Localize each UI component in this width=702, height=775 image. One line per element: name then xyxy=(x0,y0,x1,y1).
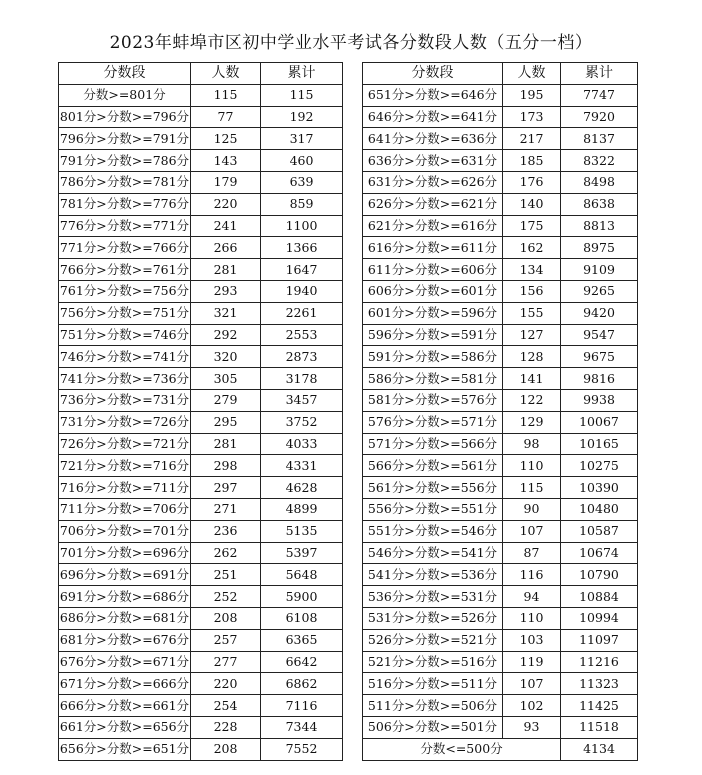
cumulative-cell: 4899 xyxy=(261,498,343,520)
count-cell: 141 xyxy=(503,368,561,390)
cumulative-cell: 8322 xyxy=(561,150,638,172)
cumulative-cell: 10067 xyxy=(561,411,638,433)
count-cell: 98 xyxy=(503,433,561,455)
cumulative-cell: 115 xyxy=(261,84,343,106)
table-row xyxy=(363,716,638,738)
table-row xyxy=(363,215,638,237)
header-score-range: 分数段 xyxy=(59,63,191,85)
cumulative-cell: 8975 xyxy=(561,237,638,259)
count-cell: 251 xyxy=(191,564,261,586)
score-range-cell: 551分>分数>=546分 xyxy=(363,520,503,542)
cumulative-cell: 2261 xyxy=(261,302,343,324)
score-range-cell: 646分>分数>=641分 xyxy=(363,106,503,128)
count-cell: 298 xyxy=(191,455,261,477)
count-cell: 321 xyxy=(191,302,261,324)
score-range-cell: 666分>分数>=661分 xyxy=(59,695,191,717)
count-cell: 220 xyxy=(191,673,261,695)
table-header-row xyxy=(59,63,343,85)
table-row xyxy=(363,171,638,193)
table-row xyxy=(59,520,343,542)
cumulative-cell: 5135 xyxy=(261,520,343,542)
cumulative-cell: 7116 xyxy=(261,695,343,717)
score-range-cell: 511分>分数>=506分 xyxy=(363,695,503,717)
table-row xyxy=(363,302,638,324)
count-cell: 271 xyxy=(191,498,261,520)
table-row xyxy=(59,607,343,629)
table-row xyxy=(363,607,638,629)
score-range-cell: 636分>分数>=631分 xyxy=(363,150,503,172)
cumulative-cell: 9675 xyxy=(561,346,638,368)
score-range-cell: 546分>分数>=541分 xyxy=(363,542,503,564)
count-cell: 115 xyxy=(503,477,561,499)
table-row xyxy=(59,302,343,324)
score-range-cell: 766分>分数>=761分 xyxy=(59,259,191,281)
count-cell: 128 xyxy=(503,346,561,368)
score-range-cell: 561分>分数>=556分 xyxy=(363,477,503,499)
cumulative-cell: 7920 xyxy=(561,106,638,128)
count-cell: 127 xyxy=(503,324,561,346)
count-cell: 257 xyxy=(191,629,261,651)
score-range-cell: 626分>分数>=621分 xyxy=(363,193,503,215)
cumulative-cell: 10480 xyxy=(561,498,638,520)
cumulative-cell: 317 xyxy=(261,128,343,150)
count-cell: 195 xyxy=(503,84,561,106)
count-cell: 103 xyxy=(503,629,561,651)
cumulative-cell: 6365 xyxy=(261,629,343,651)
score-range-cell: 736分>分数>=731分 xyxy=(59,389,191,411)
score-range-cell: 621分>分数>=616分 xyxy=(363,215,503,237)
score-range-cell: 611分>分数>=606分 xyxy=(363,259,503,281)
cumulative-cell: 10390 xyxy=(561,477,638,499)
table-row xyxy=(59,84,343,106)
cumulative-cell: 11097 xyxy=(561,629,638,651)
cumulative-cell: 1647 xyxy=(261,259,343,281)
cumulative-cell: 460 xyxy=(261,150,343,172)
table-row xyxy=(363,128,638,150)
table-row xyxy=(59,695,343,717)
score-range-cell: 776分>分数>=771分 xyxy=(59,215,191,237)
count-cell: 292 xyxy=(191,324,261,346)
score-range-cell: 741分>分数>=736分 xyxy=(59,368,191,390)
count-cell: 266 xyxy=(191,237,261,259)
count-cell: 277 xyxy=(191,651,261,673)
table-row xyxy=(363,455,638,477)
cumulative-cell: 6862 xyxy=(261,673,343,695)
score-range-cell: 521分>分数>=516分 xyxy=(363,651,503,673)
score-range-cell: 631分>分数>=626分 xyxy=(363,171,503,193)
cumulative-cell: 639 xyxy=(261,171,343,193)
score-range-cell: 571分>分数>=566分 xyxy=(363,433,503,455)
table-row xyxy=(59,629,343,651)
table-row xyxy=(59,498,343,520)
score-range-cell: 506分>分数>=501分 xyxy=(363,716,503,738)
score-range-cell: 706分>分数>=701分 xyxy=(59,520,191,542)
count-cell: 116 xyxy=(503,564,561,586)
count-cell: 228 xyxy=(191,716,261,738)
count-cell: 220 xyxy=(191,193,261,215)
score-range-cell: 761分>分数>=756分 xyxy=(59,280,191,302)
count-cell: 208 xyxy=(191,607,261,629)
score-range-cell: 526分>分数>=521分 xyxy=(363,629,503,651)
cumulative-cell: 11518 xyxy=(561,716,638,738)
cumulative-cell: 2553 xyxy=(261,324,343,346)
count-cell: 110 xyxy=(503,455,561,477)
score-range-cell: 531分>分数>=526分 xyxy=(363,607,503,629)
cumulative-cell: 6108 xyxy=(261,607,343,629)
count-cell: 254 xyxy=(191,695,261,717)
score-range-cell: 746分>分数>=741分 xyxy=(59,346,191,368)
table-row xyxy=(59,738,343,760)
count-cell: 107 xyxy=(503,673,561,695)
table-row xyxy=(363,695,638,717)
count-cell: 87 xyxy=(503,542,561,564)
cumulative-cell: 10674 xyxy=(561,542,638,564)
score-range-cell: 536分>分数>=531分 xyxy=(363,586,503,608)
table-row xyxy=(363,586,638,608)
count-cell: 107 xyxy=(503,520,561,542)
table-row xyxy=(363,84,638,106)
count-cell: 77 xyxy=(191,106,261,128)
cumulative-cell: 7747 xyxy=(561,84,638,106)
table-row xyxy=(363,738,638,760)
count-cell: 115 xyxy=(191,84,261,106)
cumulative-cell: 8498 xyxy=(561,171,638,193)
score-range-cell: 分数<=500分 xyxy=(363,738,561,760)
table-row xyxy=(363,346,638,368)
count-cell: 279 xyxy=(191,389,261,411)
count-cell: 179 xyxy=(191,171,261,193)
score-range-cell: 801分>分数>=796分 xyxy=(59,106,191,128)
table-row xyxy=(363,106,638,128)
cumulative-cell: 9420 xyxy=(561,302,638,324)
count-cell: 241 xyxy=(191,215,261,237)
table-row xyxy=(363,280,638,302)
cumulative-cell: 7552 xyxy=(261,738,343,760)
table-row xyxy=(59,455,343,477)
cumulative-cell: 4033 xyxy=(261,433,343,455)
score-range-cell: 671分>分数>=666分 xyxy=(59,673,191,695)
cumulative-cell: 1100 xyxy=(261,215,343,237)
table-row xyxy=(59,542,343,564)
count-cell: 162 xyxy=(503,237,561,259)
header-cumulative: 累计 xyxy=(261,63,343,85)
score-range-cell: 751分>分数>=746分 xyxy=(59,324,191,346)
score-range-cell: 711分>分数>=706分 xyxy=(59,498,191,520)
table-row xyxy=(59,128,343,150)
cumulative-cell: 3457 xyxy=(261,389,343,411)
table-row xyxy=(59,411,343,433)
cumulative-cell: 9547 xyxy=(561,324,638,346)
count-cell: 236 xyxy=(191,520,261,542)
score-range-cell: 701分>分数>=696分 xyxy=(59,542,191,564)
cumulative-cell: 5397 xyxy=(261,542,343,564)
score-range-cell: 616分>分数>=611分 xyxy=(363,237,503,259)
table-row xyxy=(363,368,638,390)
count-cell: 110 xyxy=(503,607,561,629)
table-row xyxy=(363,520,638,542)
table-row xyxy=(59,564,343,586)
score-table-left xyxy=(58,62,343,761)
cumulative-cell: 6642 xyxy=(261,651,343,673)
table-row xyxy=(59,215,343,237)
cumulative-cell: 5900 xyxy=(261,586,343,608)
cumulative-cell: 8638 xyxy=(561,193,638,215)
table-row xyxy=(363,150,638,172)
cumulative-cell: 5648 xyxy=(261,564,343,586)
score-range-cell: 756分>分数>=751分 xyxy=(59,302,191,324)
cumulative-cell: 10587 xyxy=(561,520,638,542)
table-row xyxy=(59,193,343,215)
count-cell: 93 xyxy=(503,716,561,738)
count-cell: 129 xyxy=(503,411,561,433)
score-range-cell: 686分>分数>=681分 xyxy=(59,607,191,629)
count-cell: 155 xyxy=(503,302,561,324)
cumulative-cell: 4134 xyxy=(561,738,638,760)
count-cell: 281 xyxy=(191,259,261,281)
count-cell: 156 xyxy=(503,280,561,302)
count-cell: 293 xyxy=(191,280,261,302)
header-count: 人数 xyxy=(191,63,261,85)
count-cell: 173 xyxy=(503,106,561,128)
cumulative-cell: 11216 xyxy=(561,651,638,673)
score-range-cell: 541分>分数>=536分 xyxy=(363,564,503,586)
cumulative-cell: 859 xyxy=(261,193,343,215)
score-range-cell: 721分>分数>=716分 xyxy=(59,455,191,477)
score-range-cell: 641分>分数>=636分 xyxy=(363,128,503,150)
score-range-cell: 606分>分数>=601分 xyxy=(363,280,503,302)
count-cell: 297 xyxy=(191,477,261,499)
score-range-cell: 596分>分数>=591分 xyxy=(363,324,503,346)
count-cell: 119 xyxy=(503,651,561,673)
cumulative-cell: 10165 xyxy=(561,433,638,455)
table-row xyxy=(59,651,343,673)
cumulative-cell: 10884 xyxy=(561,586,638,608)
table-row xyxy=(363,673,638,695)
table-row xyxy=(59,433,343,455)
cumulative-cell: 192 xyxy=(261,106,343,128)
count-cell: 102 xyxy=(503,695,561,717)
score-table-right xyxy=(362,62,638,761)
count-cell: 90 xyxy=(503,498,561,520)
count-cell: 143 xyxy=(191,150,261,172)
cumulative-cell: 4628 xyxy=(261,477,343,499)
score-range-cell: 576分>分数>=571分 xyxy=(363,411,503,433)
score-range-cell: 651分>分数>=646分 xyxy=(363,84,503,106)
table-row xyxy=(363,324,638,346)
table-row xyxy=(59,106,343,128)
table-row xyxy=(363,498,638,520)
table-row xyxy=(59,477,343,499)
table-row xyxy=(363,389,638,411)
count-cell: 320 xyxy=(191,346,261,368)
cumulative-cell: 10275 xyxy=(561,455,638,477)
cumulative-cell: 11425 xyxy=(561,695,638,717)
count-cell: 305 xyxy=(191,368,261,390)
cumulative-cell: 8137 xyxy=(561,128,638,150)
cumulative-cell: 1366 xyxy=(261,237,343,259)
cumulative-cell: 3178 xyxy=(261,368,343,390)
count-cell: 125 xyxy=(191,128,261,150)
count-cell: 217 xyxy=(503,128,561,150)
table-row xyxy=(59,150,343,172)
table-row xyxy=(363,433,638,455)
table-row xyxy=(59,586,343,608)
table-row xyxy=(363,477,638,499)
count-cell: 295 xyxy=(191,411,261,433)
table-row xyxy=(59,259,343,281)
score-range-cell: 786分>分数>=781分 xyxy=(59,171,191,193)
table-row xyxy=(363,542,638,564)
table-row xyxy=(363,564,638,586)
count-cell: 252 xyxy=(191,586,261,608)
cumulative-cell: 8813 xyxy=(561,215,638,237)
count-cell: 208 xyxy=(191,738,261,760)
table-row xyxy=(59,346,343,368)
cumulative-cell: 9938 xyxy=(561,389,638,411)
score-range-cell: 791分>分数>=786分 xyxy=(59,150,191,172)
count-cell: 134 xyxy=(503,259,561,281)
score-range-cell: 716分>分数>=711分 xyxy=(59,477,191,499)
cumulative-cell: 10790 xyxy=(561,564,638,586)
score-range-cell: 分数>=801分 xyxy=(59,84,191,106)
count-cell: 140 xyxy=(503,193,561,215)
score-range-cell: 556分>分数>=551分 xyxy=(363,498,503,520)
cumulative-cell: 3752 xyxy=(261,411,343,433)
table-row xyxy=(59,389,343,411)
header-score-range: 分数段 xyxy=(363,63,503,85)
score-range-cell: 796分>分数>=791分 xyxy=(59,128,191,150)
header-cumulative: 累计 xyxy=(561,63,638,85)
score-range-cell: 566分>分数>=561分 xyxy=(363,455,503,477)
table-row xyxy=(363,237,638,259)
cumulative-cell: 4331 xyxy=(261,455,343,477)
cumulative-cell: 2873 xyxy=(261,346,343,368)
table-row xyxy=(363,629,638,651)
score-range-cell: 726分>分数>=721分 xyxy=(59,433,191,455)
score-range-cell: 656分>分数>=651分 xyxy=(59,738,191,760)
table-header-row xyxy=(363,63,638,85)
page-title: 2023年蚌埠市区初中学业水平考试各分数段人数（五分一档） xyxy=(109,33,593,53)
table-row xyxy=(59,324,343,346)
table-row xyxy=(59,237,343,259)
cumulative-cell: 9265 xyxy=(561,280,638,302)
score-range-cell: 581分>分数>=576分 xyxy=(363,389,503,411)
count-cell: 185 xyxy=(503,150,561,172)
score-range-cell: 516分>分数>=511分 xyxy=(363,673,503,695)
table-row xyxy=(59,368,343,390)
score-range-cell: 676分>分数>=671分 xyxy=(59,651,191,673)
cumulative-cell: 11323 xyxy=(561,673,638,695)
table-row xyxy=(363,259,638,281)
count-cell: 262 xyxy=(191,542,261,564)
table-row xyxy=(59,280,343,302)
cumulative-cell: 9816 xyxy=(561,368,638,390)
score-range-cell: 681分>分数>=676分 xyxy=(59,629,191,651)
header-count: 人数 xyxy=(503,63,561,85)
table-row xyxy=(363,193,638,215)
score-range-cell: 661分>分数>=656分 xyxy=(59,716,191,738)
score-range-cell: 691分>分数>=686分 xyxy=(59,586,191,608)
table-row xyxy=(59,716,343,738)
table-row xyxy=(363,411,638,433)
score-range-cell: 731分>分数>=726分 xyxy=(59,411,191,433)
table-row xyxy=(363,651,638,673)
count-cell: 175 xyxy=(503,215,561,237)
table-row xyxy=(59,171,343,193)
score-range-cell: 586分>分数>=581分 xyxy=(363,368,503,390)
cumulative-cell: 9109 xyxy=(561,259,638,281)
cumulative-cell: 7344 xyxy=(261,716,343,738)
score-range-cell: 601分>分数>=596分 xyxy=(363,302,503,324)
count-cell: 94 xyxy=(503,586,561,608)
count-cell: 122 xyxy=(503,389,561,411)
count-cell: 176 xyxy=(503,171,561,193)
score-range-cell: 696分>分数>=691分 xyxy=(59,564,191,586)
table-row xyxy=(59,673,343,695)
score-range-cell: 781分>分数>=776分 xyxy=(59,193,191,215)
cumulative-cell: 1940 xyxy=(261,280,343,302)
score-range-cell: 591分>分数>=586分 xyxy=(363,346,503,368)
count-cell: 281 xyxy=(191,433,261,455)
cumulative-cell: 10994 xyxy=(561,607,638,629)
score-range-cell: 771分>分数>=766分 xyxy=(59,237,191,259)
